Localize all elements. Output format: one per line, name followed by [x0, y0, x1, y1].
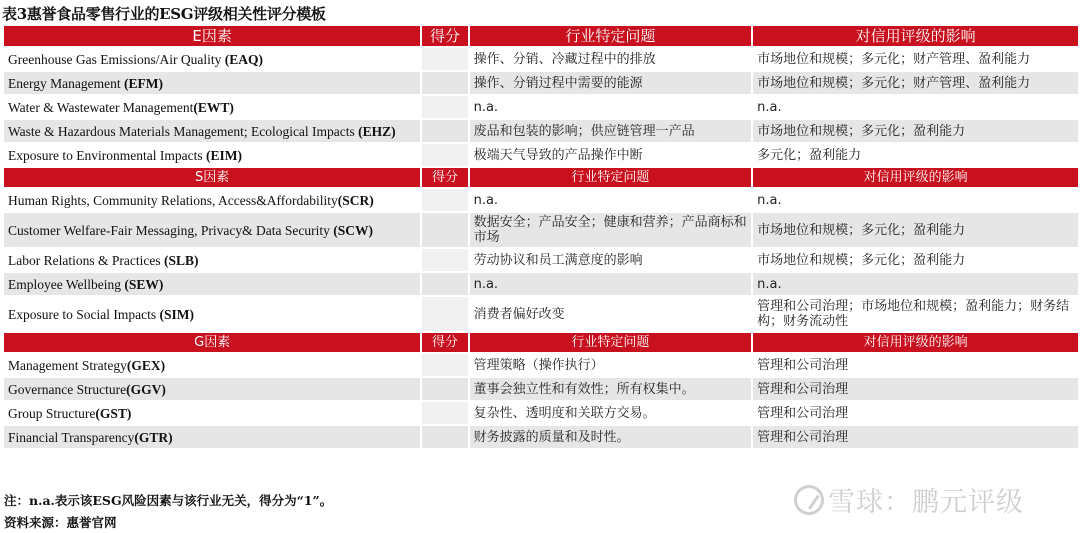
table-row — [4, 273, 1078, 295]
impact-cell: 管理和公司治理 — [753, 426, 1078, 448]
factor-name: Greenhouse Gas Emissions/Air Quality — [8, 51, 225, 67]
factor-name-cell — [4, 402, 420, 424]
factor-name-cell — [4, 426, 420, 448]
table-row — [4, 378, 1078, 400]
score-cell — [422, 297, 467, 331]
issue-header: 行业特定问题 — [470, 168, 752, 187]
factor-name: Group Structure — [8, 405, 96, 421]
impact-cell: 管理和公司治理 — [753, 354, 1078, 376]
issue-header: 行业特定问题 — [470, 26, 752, 46]
factor-code: (SCR) — [337, 192, 374, 208]
issue-cell: 复杂性、透明度和关联方交易。 — [470, 402, 752, 424]
factor-name-cell — [4, 96, 420, 118]
impact-cell: 市场地位和规模；多元化；盈利能力 — [753, 249, 1078, 271]
factor-code: (SCW) — [333, 222, 373, 238]
impact-cell: 管理和公司治理 — [753, 402, 1078, 424]
score-cell — [422, 273, 467, 295]
factor-name-cell — [4, 120, 420, 142]
factor-name-cell — [4, 48, 420, 70]
table-row — [4, 144, 1078, 166]
factor-name: Employee Wellbeing — [8, 276, 125, 292]
score-cell — [422, 426, 467, 448]
factor-code: (EAQ) — [224, 51, 263, 67]
score-cell — [422, 249, 467, 271]
factor-name-cell — [4, 297, 420, 331]
factor-name: Customer Welfare-Fair Messaging, Privacy& Data Security — [8, 222, 334, 238]
table-row — [4, 72, 1078, 94]
impact-header: 对信用评级的影响 — [753, 26, 1078, 46]
factor-code: (GTR) — [134, 429, 173, 445]
factor-header: E因素 — [4, 26, 420, 46]
score-cell — [422, 48, 467, 70]
table-row — [4, 402, 1078, 424]
score-cell — [422, 120, 467, 142]
score-cell — [422, 402, 467, 424]
factor-code: (GST) — [95, 405, 132, 421]
factor-code: (SEW) — [124, 276, 164, 292]
factor-header: G因素 — [4, 333, 420, 352]
factor-name: Labor Relations & Practices — [8, 252, 164, 268]
issue-cell: n.a. — [470, 189, 752, 211]
factor-name-cell — [4, 144, 420, 166]
factor-name: Governance Structure — [8, 381, 127, 397]
factor-name-cell — [4, 378, 420, 400]
factor-code: (EFM) — [123, 75, 163, 91]
factor-code: (EWT) — [193, 99, 234, 115]
factor-name: Human Rights, Community Relations, Access&Affordability — [8, 192, 338, 208]
impact-cell: 市场地位和规模；多元化；财产管理、盈利能力 — [753, 72, 1078, 94]
factor-code: (SLB) — [163, 252, 199, 268]
factor-name: Waste & Hazardous Materials Management; Ecological Impacts — [8, 123, 359, 139]
impact-cell: n.a. — [753, 189, 1078, 211]
factor-name: Exposure to Environmental Impacts — [8, 147, 206, 163]
table-row — [4, 249, 1078, 271]
factor-name-cell — [4, 213, 420, 247]
score-cell — [422, 213, 467, 247]
snowball-logo-icon — [794, 485, 824, 515]
impact-cell: 管理和公司治理；市场地位和规模；盈利能力；财务结构；财务流动性 — [753, 297, 1078, 331]
source-note: 资料来源：惠誉官网 — [4, 515, 117, 530]
factor-code: (SIM) — [159, 306, 194, 322]
score-cell — [422, 72, 467, 94]
table-row — [4, 426, 1078, 448]
table-row — [4, 189, 1078, 211]
factor-name-cell — [4, 354, 420, 376]
section-header — [4, 26, 1078, 46]
issue-cell: 极端天气导致的产品操作中断 — [470, 144, 752, 166]
factor-code: (EHZ) — [358, 123, 396, 139]
factor-name: Water & Wastewater Management — [8, 99, 194, 115]
issue-cell: 消费者偏好改变 — [470, 297, 752, 331]
issue-cell: n.a. — [470, 273, 752, 295]
watermark — [794, 480, 1024, 519]
score-cell — [422, 378, 467, 400]
impact-header: 对信用评级的影响 — [753, 168, 1078, 187]
factor-code: (EIM) — [205, 147, 242, 163]
factor-header: S因素 — [4, 168, 420, 187]
impact-cell: n.a. — [753, 96, 1078, 118]
impact-cell: 市场地位和规模；多元化；盈利能力 — [753, 213, 1078, 247]
issue-cell: 财务披露的质量和及时性。 — [470, 426, 752, 448]
score-cell — [422, 144, 467, 166]
score-header: 得分 — [422, 168, 467, 187]
section-header — [4, 333, 1078, 352]
issue-header: 行业特定问题 — [470, 333, 752, 352]
watermark-text: 雪球：鹏元评级 — [828, 487, 1024, 518]
score-cell — [422, 96, 467, 118]
issue-cell: 操作、分销、冷藏过程中的排放 — [470, 48, 752, 70]
issue-cell: n.a. — [470, 96, 752, 118]
impact-cell: 管理和公司治理 — [753, 378, 1078, 400]
issue-cell: 数据安全；产品安全；健康和营养；产品商标和市场 — [470, 213, 752, 247]
issue-cell: 劳动协议和员工满意度的影响 — [470, 249, 752, 271]
factor-name-cell — [4, 273, 420, 295]
table-row — [4, 297, 1078, 331]
table-row — [4, 96, 1078, 118]
impact-cell: 市场地位和规模；多元化；财产管理、盈利能力 — [753, 48, 1078, 70]
table-row — [4, 48, 1078, 70]
factor-name-cell — [4, 189, 420, 211]
issue-cell: 操作、分销过程中需要的能源 — [470, 72, 752, 94]
impact-cell: 市场地位和规模；多元化；盈利能力 — [753, 120, 1078, 142]
score-header: 得分 — [422, 26, 467, 46]
factor-name-cell — [4, 72, 420, 94]
factor-name-cell — [4, 249, 420, 271]
factor-name: Energy Management — [8, 75, 124, 91]
section-header — [4, 168, 1078, 187]
factor-name: Management Strategy — [8, 357, 127, 373]
factor-code: (GEX) — [126, 357, 166, 373]
impact-cell: n.a. — [753, 273, 1078, 295]
issue-cell: 废品和包装的影响；供应链管理一产品 — [470, 120, 752, 142]
factor-code: (GGV) — [126, 381, 166, 397]
table-row — [4, 120, 1078, 142]
impact-cell: 多元化；盈利能力 — [753, 144, 1078, 166]
factor-name: Exposure to Social Impacts — [8, 306, 160, 322]
table-row — [4, 354, 1078, 376]
esg-relevance-table — [2, 24, 1080, 450]
issue-cell: 管理策略（操作执行） — [470, 354, 752, 376]
score-cell — [422, 354, 467, 376]
score-header: 得分 — [422, 333, 467, 352]
impact-header: 对信用评级的影响 — [753, 333, 1078, 352]
table-row — [4, 213, 1078, 247]
score-cell — [422, 189, 467, 211]
issue-cell: 董事会独立性和有效性；所有权集中。 — [470, 378, 752, 400]
table-note: 注：n.a.表示该ESG风险因素与该行业无关，得分为“1”。 — [4, 493, 333, 508]
table-title: 表3惠誉食品零售行业的ESG评级相关性评分模板 — [2, 5, 326, 23]
factor-name: Financial Transparency — [8, 429, 135, 445]
